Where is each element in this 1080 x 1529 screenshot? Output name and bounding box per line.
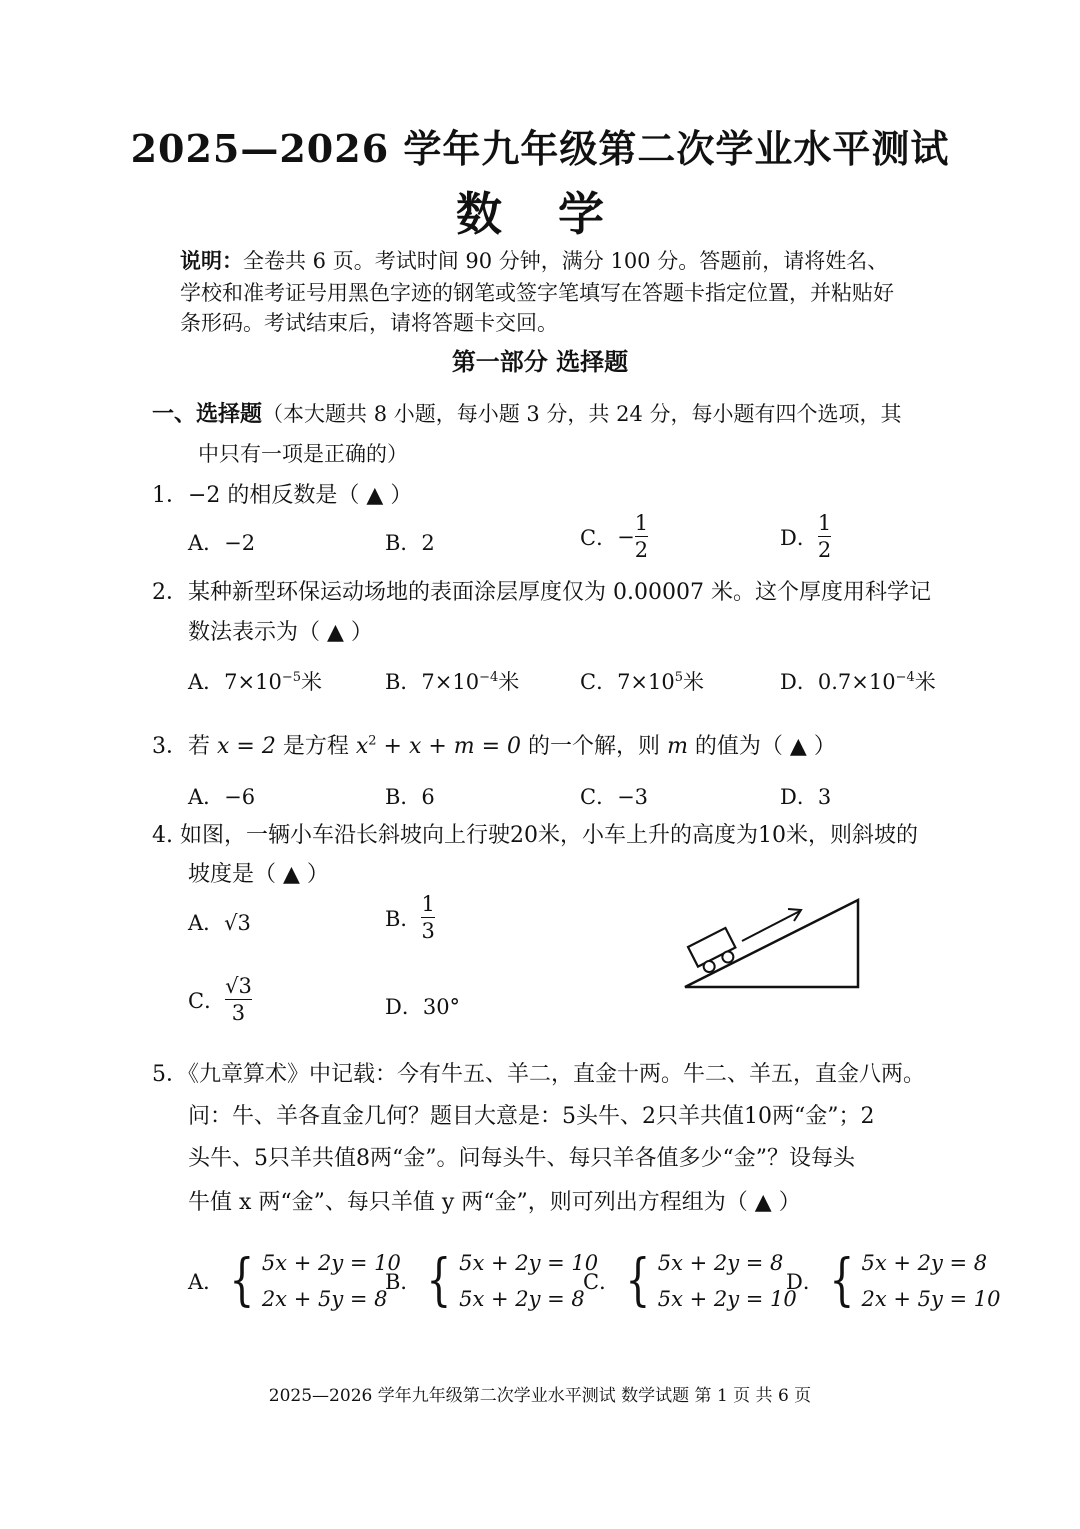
denominator: 2 <box>817 538 832 563</box>
q1-option-b: B．2 <box>385 531 435 555</box>
question-text-1: 《九章算术》中记载：今有牛五、羊二，直金十两。牛二、羊五，直金八两。 <box>188 1062 926 1087</box>
equation-2: 2x + 5y = 10 <box>861 1287 1001 1311</box>
section-label: 一、选择题 <box>152 401 263 427</box>
option-label: C． <box>580 525 618 550</box>
instructions-label: 说明： <box>180 248 243 273</box>
option-text: A．7×10 <box>188 670 282 694</box>
exponent: −4 <box>895 670 915 685</box>
fraction-bar <box>421 917 434 918</box>
question-3 <box>152 729 836 760</box>
option-text: C．7×10 <box>580 670 675 694</box>
text: 的一个解，则 <box>521 734 668 759</box>
brace-icon: { <box>625 1248 651 1313</box>
equation: x <box>355 734 369 759</box>
question-5-line-4: 牛值 x 两“金”、每只羊值 y 两“金”，则可列出方程组为（ ▲ ） <box>188 1190 801 1215</box>
arrow-icon <box>742 909 801 941</box>
fraction <box>421 893 434 942</box>
q3-option-a: A．−6 <box>188 785 256 809</box>
q4-option-a <box>188 907 251 937</box>
subject-title: 数 学 <box>455 187 624 241</box>
exponent: −5 <box>281 670 302 685</box>
q3-option-c: C．−3 <box>580 785 649 809</box>
question-5-line-2: 问：牛、羊各直金几何？题目大意是：5头牛、2只羊共值10两“金”；2 <box>188 1104 875 1129</box>
q1-option-d <box>780 512 831 561</box>
question-text: −2 的相反数是（ ▲ ） <box>188 483 413 508</box>
numerator: 1 <box>817 511 832 535</box>
question-number: 3． <box>152 734 188 759</box>
q5-option-a <box>188 1245 401 1317</box>
option-text: D．0.7×10 <box>780 670 896 694</box>
instructions-text-1: 全卷共 6 页。考试时间 90 分钟，满分 100 分。答题前，请将姓名、 <box>243 249 889 273</box>
denominator: 2 <box>634 538 649 563</box>
option-label: D． <box>786 1270 824 1294</box>
unit: 米 <box>301 670 323 694</box>
unit: 米 <box>683 670 705 694</box>
q2-option-d <box>780 666 936 696</box>
equation-system <box>459 1245 598 1317</box>
question-number: 1． <box>152 483 188 508</box>
question-text-1: 某种新型环保运动场地的表面涂层厚度仅为 0.00007 米。这个厚度用科学记 <box>188 580 931 605</box>
question-5-line-3: 头牛、5只羊共值8两“金”。问每头牛、每只羊各值多少“金”？设每头 <box>188 1146 855 1171</box>
instructions-line-1 <box>180 246 888 276</box>
brace-icon: { <box>426 1248 452 1313</box>
denominator: 3 <box>421 919 435 944</box>
exam-title: 2025—2026 学年九年级第二次学业水平测试 <box>130 126 950 171</box>
q2-option-c <box>580 666 704 696</box>
text: 的值为（ ▲ ） <box>687 734 836 759</box>
fraction-bar <box>818 536 831 537</box>
equation-2: 2x + 5y = 8 <box>261 1287 388 1311</box>
fraction <box>818 512 831 561</box>
question-2 <box>152 575 931 606</box>
denominator: 3 <box>231 1001 246 1026</box>
section-header <box>152 397 902 428</box>
section-desc-2: 中只有一项是正确的） <box>198 442 408 466</box>
equation-1: 5x + 2y = 10 <box>261 1251 401 1275</box>
fraction-bar <box>225 999 252 1000</box>
q4-option-b <box>385 893 435 942</box>
q5-option-c <box>583 1245 797 1317</box>
equation: x = 2 <box>217 734 276 759</box>
equation-system <box>658 1245 797 1317</box>
brace-icon: { <box>229 1248 255 1313</box>
slope-figure <box>680 895 870 995</box>
option-label: C． <box>188 988 226 1013</box>
brace-icon: { <box>829 1248 855 1313</box>
question-1 <box>152 478 412 509</box>
equation-2: 5x + 2y = 8 <box>459 1287 585 1311</box>
numerator: 1 <box>421 892 435 916</box>
exponent: 5 <box>674 670 684 685</box>
q4-option-d: D．30° <box>385 995 461 1019</box>
question-number: 2． <box>152 580 188 605</box>
question-2-line-2: 数法表示为（ ▲ ） <box>188 620 373 645</box>
q1-option-a: A．−2 <box>188 531 256 555</box>
q5-option-d <box>786 1245 1001 1317</box>
instructions-line-3: 条形码。考试结束后，请将答题卡交回。 <box>180 311 558 335</box>
minus-sign: − <box>617 524 635 549</box>
unit: 米 <box>914 670 936 694</box>
q3-option-d: D．3 <box>780 785 832 809</box>
fraction <box>225 975 252 1024</box>
exponent: −4 <box>479 670 499 685</box>
text: 若 <box>188 734 217 759</box>
exponent: 2 <box>368 733 377 749</box>
option-label: A． <box>188 911 225 935</box>
equation-system <box>262 1245 401 1317</box>
sqrt-value: √3 <box>224 911 251 935</box>
question-text-1: 如图，一辆小车沿长斜坡向上行驶20米，小车上升的高度为10米，则斜坡的 <box>180 823 918 848</box>
option-label: B． <box>385 906 422 931</box>
option-label: B． <box>385 1270 422 1294</box>
q4-option-c <box>188 975 252 1024</box>
equation-1: 5x + 2y = 8 <box>861 1251 988 1275</box>
section-desc-1: （本大题共 8 小题，每小题 3 分，共 24 分，每小题有四个选项，其 <box>262 402 902 426</box>
variable: m <box>667 734 688 759</box>
question-number: 5． <box>152 1062 188 1087</box>
equation-system <box>861 1245 1000 1317</box>
numerator: 1 <box>634 511 649 535</box>
fraction-bar <box>635 536 648 537</box>
equation: + x + m = 0 <box>376 734 522 759</box>
q2-option-b <box>385 666 519 696</box>
car-icon <box>688 928 740 976</box>
unit: 米 <box>498 670 520 694</box>
page-footer: 2025—2026 学年九年级第二次学业水平测试 数学试题 第 1 页 共 6 页 <box>268 1386 812 1406</box>
q1-option-c <box>580 512 648 561</box>
equation-1: 5x + 2y = 10 <box>459 1251 599 1275</box>
question-5 <box>152 1057 925 1088</box>
question-4 <box>152 818 918 849</box>
question-number: 4. <box>152 823 173 848</box>
option-label: C． <box>583 1270 621 1294</box>
fraction <box>635 512 648 561</box>
question-4-line-2: 坡度是（ ▲ ） <box>188 862 329 887</box>
q2-option-a <box>188 666 322 696</box>
instructions-line-2: 学校和准考证号用黑色字迹的钢笔或签字笔填写在答题卡指定位置，并粘贴好 <box>180 281 894 305</box>
option-label: A． <box>188 1270 225 1294</box>
option-text: B．7×10 <box>385 670 480 694</box>
numerator: √3 <box>225 974 252 998</box>
part-title: 第一部分 选择题 <box>451 347 629 376</box>
q5-option-b <box>385 1245 598 1317</box>
text: 是方程 <box>275 734 356 759</box>
equation-2: 5x + 2y = 10 <box>657 1287 797 1311</box>
equation-1: 5x + 2y = 8 <box>657 1251 784 1275</box>
q3-option-b: B．6 <box>385 785 435 809</box>
option-label: D． <box>780 525 818 550</box>
